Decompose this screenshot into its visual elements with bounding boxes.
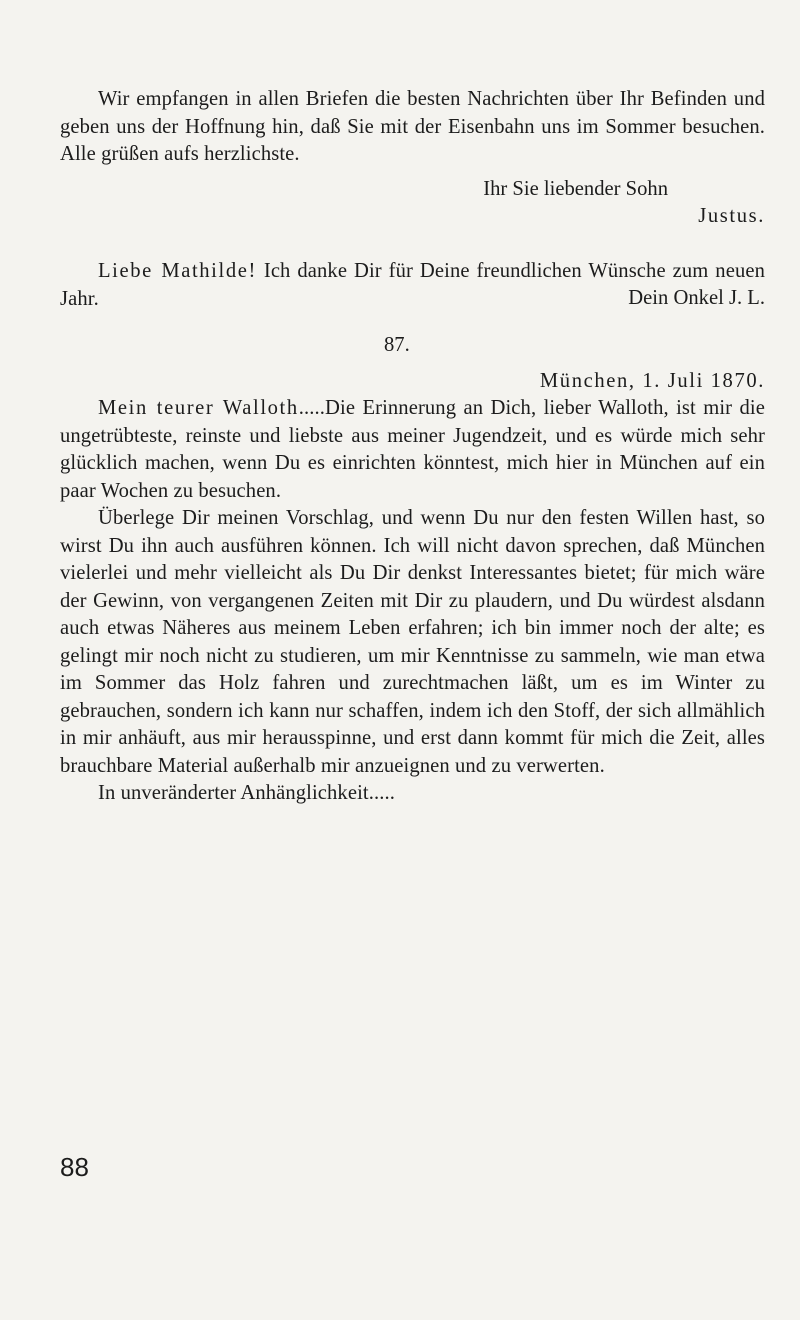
letter-87-salutation: Mein teurer Walloth: [98, 397, 299, 419]
letter-87-paragraph-1: [60, 395, 765, 505]
letter-87-paragraph-1-text: Die Erinnerung an Dich, lieber Walloth, ist mir die ungetrübteste, reinste und liebste aus meiner Jugendzeit, und es würde mich sehr glücklich machen, wenn Du es einrichten könntest, mich hier in München auf ein paar Wochen zu besuchen.: [60, 397, 765, 502]
letter-86-closing: [60, 86, 765, 169]
postscript-signature: Dein Onkel J. L.: [628, 287, 765, 309]
page-number: 88: [60, 1152, 89, 1182]
letter-86-signature-line1: Ihr Sie liebender Sohn: [483, 178, 668, 200]
postscript-salutation: Liebe Mathilde!: [98, 260, 257, 282]
letter-87-closing: In unveränderter Anhänglichkeit.....: [98, 782, 395, 804]
postscript-text: Ich danke Dir für Deine freundlichen Wünsche zum neuen Jahr.: [60, 260, 765, 310]
letter-86-paragraph: Wir empfangen in allen Briefen die besten Nachrichten über Ihr Befinden und geben uns der Hoffnung hin, daß Sie mit der Eisenbahn uns im Sommer besuchen. Alle grüßen aufs herzlichste.: [60, 88, 765, 165]
letter-number: 87.: [384, 334, 410, 356]
letter-87-paragraph-2: Überlege Dir meinen Vorschlag, und wenn Du nur den festen Willen hast, so wirst Du ihn auch ausführen können. Ich will nicht davon sprechen, daß München vielerlei und mehr vielleicht als Du Dir denkst Interessantes bietet; für mich wäre der Gewinn, von vergangenen Zeiten mit Dir zu plaudern, und Du würdest alsdann auch etwas Näheres aus meinem Leben erfahren; ich bin immer noch der alte; es gelingt mir noch nicht zu studieren, um mir Kenntnisse zu sammeln, wie man etwa im Sommer das Holz fahren und zurechtmachen läßt, um es im Winter zu gebrauchen, sondern ich kann nur schaffen, indem ich den Stoff, der sich allmählich in mir anhäuft, aus mir herausspinne, und erst dann kommt für mich die Zeit, alles brauchbare Material außerhalb mir anzueignen und zu verwerten.: [60, 507, 765, 777]
letter-87-ellipsis: .....: [298, 397, 326, 419]
letter-87-body: [60, 395, 765, 808]
letter-86-signature-line2: Justus.: [698, 205, 765, 227]
letter-place-date: München, 1. Juli 1870.: [539, 370, 765, 392]
